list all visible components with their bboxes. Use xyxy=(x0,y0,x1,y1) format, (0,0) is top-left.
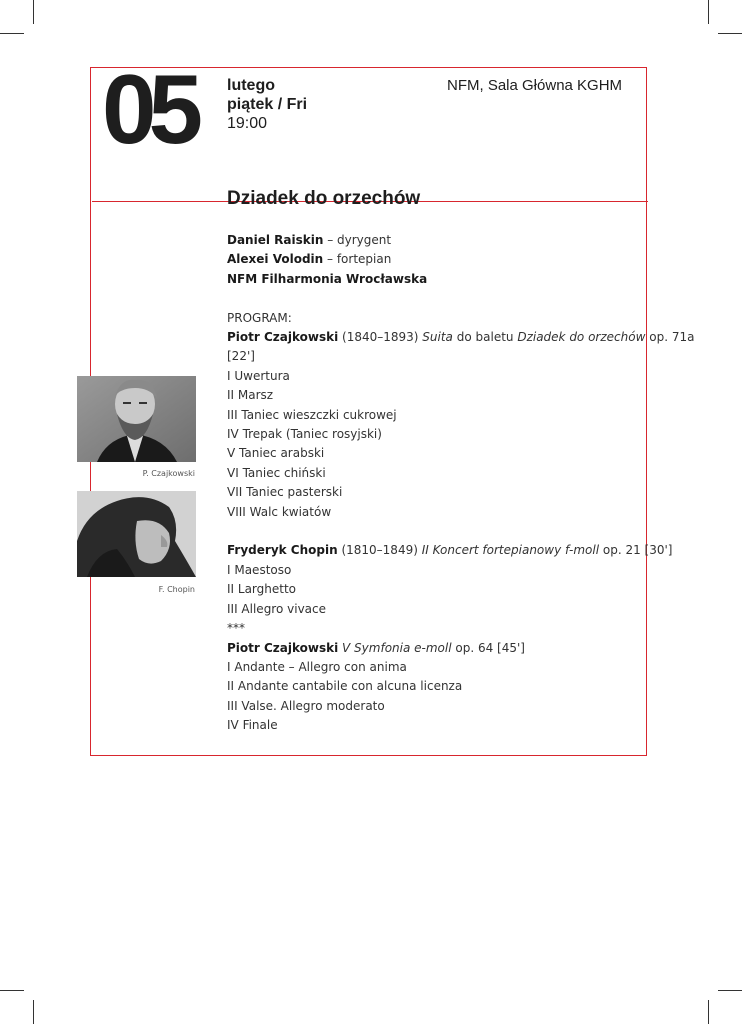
event-venue: NFM, Sala Główna KGHM xyxy=(447,77,623,94)
movement: VIII Walc kwiatów xyxy=(227,504,332,519)
crop-mark xyxy=(708,1000,709,1024)
crop-mark xyxy=(0,33,24,34)
movement: I Andante – Allegro con anima xyxy=(227,659,407,674)
work-title: Dziadek do orzechów xyxy=(517,330,646,345)
work-line xyxy=(227,328,695,347)
movement: II Marsz xyxy=(227,388,274,403)
performer-line xyxy=(227,231,637,250)
movement: III Valse. Allegro moderato xyxy=(227,698,385,713)
movement: VII Taniec pasterski xyxy=(227,485,343,500)
composer-dates: (1840–1893) xyxy=(338,330,423,345)
crop-mark xyxy=(718,33,742,34)
chopin-portrait xyxy=(77,491,196,577)
performer-role: – dyrygent xyxy=(323,233,392,247)
event-weekday: piątek / Fri xyxy=(227,96,308,113)
work-title: II Koncert fortepianowy f-moll xyxy=(421,543,600,558)
movement: V Taniec arabski xyxy=(227,446,325,461)
czajkowski-portrait xyxy=(77,376,196,462)
work-opus: op. 21 [30'] xyxy=(599,543,673,558)
movement: III Taniec wieszczki cukrowej xyxy=(227,407,397,422)
work-opus: op. 71a xyxy=(645,330,695,345)
performer-name: NFM Filharmonia Wrocławska xyxy=(227,271,428,286)
performer-role: – fortepian xyxy=(323,252,392,267)
crop-mark xyxy=(718,990,742,991)
composer-name: Piotr Czajkowski xyxy=(227,640,339,655)
composer-name: Fryderyk Chopin xyxy=(227,543,338,558)
movement: III Allegro vivace xyxy=(227,601,327,616)
event-day: 05 xyxy=(102,54,196,164)
date-block xyxy=(227,76,307,133)
crop-mark xyxy=(708,0,709,24)
work-line xyxy=(227,541,673,560)
event-time: 19:00 xyxy=(227,115,268,132)
performer-line xyxy=(227,270,637,289)
photo-caption-czajkowski: P. Czajkowski xyxy=(142,469,195,478)
work-title: V Symfonia e-moll xyxy=(338,640,452,655)
movement: I Uwertura xyxy=(227,368,290,383)
movement: II Andante cantabile con alcuna licenza xyxy=(227,679,463,694)
intermission-separator: *** xyxy=(227,621,245,636)
event-title: Dziadek do orzechów xyxy=(227,188,421,209)
work-duration: [22'] xyxy=(227,349,255,364)
movement: IV Trepak (Taniec rosyjski) xyxy=(227,427,382,442)
event-content xyxy=(227,231,695,736)
performer-name: Daniel Raiskin xyxy=(227,233,324,247)
crop-mark xyxy=(0,990,24,991)
performer-line xyxy=(227,250,637,269)
work-opus: op. 64 [45'] xyxy=(451,640,525,655)
work-text: do baletu xyxy=(452,330,518,345)
movement: IV Finale xyxy=(227,718,278,733)
movement: I Maestoso xyxy=(227,562,292,577)
movement: VI Taniec chiński xyxy=(227,465,326,480)
event-month: lutego xyxy=(227,77,275,94)
crop-mark xyxy=(33,0,34,24)
movement: II Larghetto xyxy=(227,582,297,597)
photo-caption-chopin: F. Chopin xyxy=(158,585,195,594)
work-title: Suita xyxy=(422,330,453,345)
composer-name: Piotr Czajkowski xyxy=(227,330,339,345)
composer-dates: (1810–1849) xyxy=(337,543,422,558)
performer-name: Alexei Volodin xyxy=(227,252,324,267)
work-line xyxy=(227,639,637,658)
crop-mark xyxy=(33,1000,34,1024)
program-heading: PROGRAM: xyxy=(227,310,292,325)
